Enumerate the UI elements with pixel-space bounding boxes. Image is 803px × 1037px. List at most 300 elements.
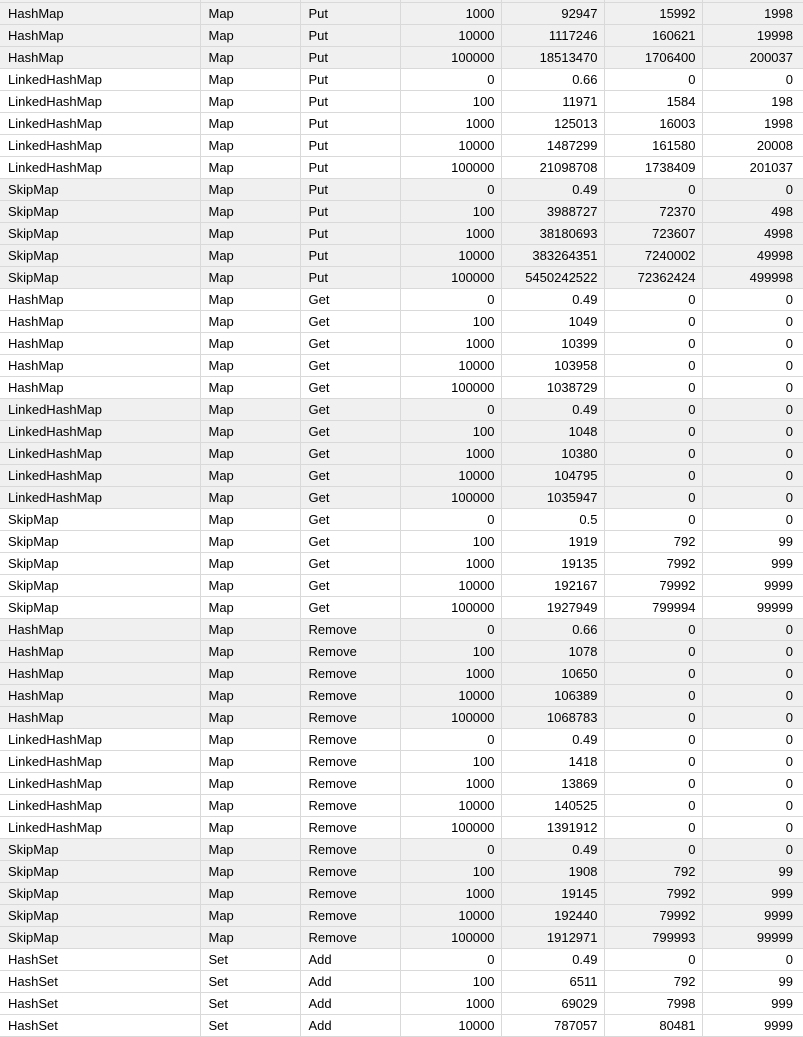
cell-structure[interactable]: LinkedHashMap <box>0 487 200 509</box>
table-row[interactable] <box>0 795 803 817</box>
cell-metric-2[interactable]: 0 <box>604 465 702 487</box>
cell-metric-2[interactable]: 0 <box>604 421 702 443</box>
cell-size[interactable]: 100000 <box>400 487 501 509</box>
cell-operation[interactable]: Put <box>300 157 400 179</box>
cell-category[interactable]: Map <box>200 135 300 157</box>
cell-operation[interactable]: Remove <box>300 817 400 839</box>
cell-metric-2[interactable]: 16003 <box>604 113 702 135</box>
cell-metric-1[interactable]: 19135 <box>501 553 604 575</box>
table-row[interactable] <box>0 421 803 443</box>
cell-operation[interactable]: Remove <box>300 861 400 883</box>
cell-metric-2[interactable]: 0 <box>604 443 702 465</box>
cell-metric-3[interactable]: 0 <box>702 355 803 377</box>
cell-size[interactable]: 10000 <box>400 135 501 157</box>
cell-metric-2[interactable]: 72362424 <box>604 267 702 289</box>
table-row[interactable] <box>0 905 803 927</box>
cell-metric-1[interactable]: 6511 <box>501 971 604 993</box>
cell-metric-3[interactable]: 0 <box>702 487 803 509</box>
cell-category[interactable]: Map <box>200 267 300 289</box>
cell-size[interactable]: 100 <box>400 421 501 443</box>
cell-metric-3[interactable]: 99 <box>702 861 803 883</box>
cell-operation[interactable]: Get <box>300 531 400 553</box>
cell-operation[interactable]: Get <box>300 553 400 575</box>
cell-structure[interactable]: HashMap <box>0 663 200 685</box>
cell-category[interactable]: Map <box>200 421 300 443</box>
cell-metric-2[interactable]: 799993 <box>604 927 702 949</box>
cell-size[interactable]: 10000 <box>400 25 501 47</box>
cell-operation[interactable]: Get <box>300 487 400 509</box>
cell-category[interactable]: Map <box>200 179 300 201</box>
cell-metric-1[interactable]: 0.5 <box>501 509 604 531</box>
cell-size[interactable]: 100000 <box>400 157 501 179</box>
cell-metric-2[interactable]: 79992 <box>604 905 702 927</box>
cell-size[interactable]: 100000 <box>400 597 501 619</box>
cell-metric-1[interactable]: 1908 <box>501 861 604 883</box>
cell-metric-1[interactable]: 0.66 <box>501 619 604 641</box>
table-row[interactable] <box>0 663 803 685</box>
cell-metric-3[interactable]: 0 <box>702 817 803 839</box>
cell-size[interactable]: 1000 <box>400 3 501 25</box>
cell-metric-2[interactable]: 160621 <box>604 25 702 47</box>
cell-category[interactable]: Map <box>200 509 300 531</box>
cell-structure[interactable]: LinkedHashMap <box>0 157 200 179</box>
cell-metric-3[interactable]: 1998 <box>702 3 803 25</box>
table-row[interactable] <box>0 399 803 421</box>
table-row[interactable] <box>0 3 803 25</box>
cell-category[interactable]: Map <box>200 795 300 817</box>
cell-metric-1[interactable]: 104795 <box>501 465 604 487</box>
cell-operation[interactable]: Remove <box>300 839 400 861</box>
table-row[interactable] <box>0 839 803 861</box>
cell-operation[interactable]: Get <box>300 575 400 597</box>
cell-operation[interactable]: Get <box>300 355 400 377</box>
cell-metric-1[interactable]: 5450242522 <box>501 267 604 289</box>
cell-size[interactable]: 10000 <box>400 905 501 927</box>
cell-size[interactable]: 1000 <box>400 773 501 795</box>
table-row[interactable] <box>0 289 803 311</box>
cell-metric-3[interactable]: 99 <box>702 971 803 993</box>
cell-metric-1[interactable]: 1487299 <box>501 135 604 157</box>
table-row[interactable] <box>0 223 803 245</box>
table-row[interactable] <box>0 311 803 333</box>
table-row[interactable] <box>0 487 803 509</box>
cell-metric-3[interactable]: 0 <box>702 179 803 201</box>
table-row[interactable] <box>0 597 803 619</box>
cell-metric-2[interactable]: 1738409 <box>604 157 702 179</box>
cell-size[interactable]: 0 <box>400 179 501 201</box>
cell-metric-1[interactable]: 1117246 <box>501 25 604 47</box>
cell-size[interactable]: 1000 <box>400 223 501 245</box>
cell-size[interactable]: 100000 <box>400 817 501 839</box>
cell-metric-2[interactable]: 0 <box>604 641 702 663</box>
cell-size[interactable]: 1000 <box>400 883 501 905</box>
cell-metric-1[interactable]: 125013 <box>501 113 604 135</box>
cell-metric-2[interactable]: 79992 <box>604 575 702 597</box>
cell-metric-3[interactable]: 0 <box>702 949 803 971</box>
cell-structure[interactable]: SkipMap <box>0 927 200 949</box>
cell-operation[interactable]: Put <box>300 223 400 245</box>
cell-metric-1[interactable]: 0.49 <box>501 179 604 201</box>
cell-metric-1[interactable]: 10650 <box>501 663 604 685</box>
cell-structure[interactable]: SkipMap <box>0 179 200 201</box>
cell-structure[interactable]: SkipMap <box>0 267 200 289</box>
cell-operation[interactable]: Remove <box>300 795 400 817</box>
cell-metric-2[interactable]: 72370 <box>604 201 702 223</box>
cell-operation[interactable]: Remove <box>300 729 400 751</box>
cell-metric-2[interactable]: 792 <box>604 531 702 553</box>
cell-size[interactable]: 0 <box>400 619 501 641</box>
table-row[interactable] <box>0 267 803 289</box>
table-row[interactable] <box>0 157 803 179</box>
table-row[interactable] <box>0 773 803 795</box>
cell-metric-1[interactable]: 1035947 <box>501 487 604 509</box>
cell-category[interactable]: Map <box>200 707 300 729</box>
cell-metric-1[interactable]: 19145 <box>501 883 604 905</box>
cell-category[interactable]: Map <box>200 113 300 135</box>
cell-operation[interactable]: Put <box>300 91 400 113</box>
cell-category[interactable]: Map <box>200 399 300 421</box>
table-row[interactable] <box>0 685 803 707</box>
cell-operation[interactable]: Put <box>300 113 400 135</box>
cell-structure[interactable]: HashMap <box>0 25 200 47</box>
cell-structure[interactable]: SkipMap <box>0 223 200 245</box>
cell-size[interactable]: 10000 <box>400 795 501 817</box>
cell-operation[interactable]: Get <box>300 509 400 531</box>
cell-metric-1[interactable]: 10380 <box>501 443 604 465</box>
cell-metric-1[interactable]: 1912971 <box>501 927 604 949</box>
cell-metric-3[interactable]: 0 <box>702 311 803 333</box>
cell-size[interactable]: 0 <box>400 729 501 751</box>
cell-metric-3[interactable]: 99999 <box>702 927 803 949</box>
cell-structure[interactable]: SkipMap <box>0 201 200 223</box>
cell-operation[interactable]: Put <box>300 69 400 91</box>
cell-size[interactable]: 100 <box>400 971 501 993</box>
cell-category[interactable]: Set <box>200 949 300 971</box>
cell-metric-2[interactable]: 0 <box>604 487 702 509</box>
cell-structure[interactable]: SkipMap <box>0 597 200 619</box>
cell-structure[interactable]: LinkedHashMap <box>0 817 200 839</box>
cell-size[interactable]: 100000 <box>400 377 501 399</box>
cell-structure[interactable]: SkipMap <box>0 883 200 905</box>
cell-metric-3[interactable]: 0 <box>702 663 803 685</box>
table-row[interactable] <box>0 47 803 69</box>
cell-category[interactable]: Map <box>200 927 300 949</box>
cell-size[interactable]: 10000 <box>400 355 501 377</box>
cell-operation[interactable]: Put <box>300 25 400 47</box>
cell-structure[interactable]: SkipMap <box>0 553 200 575</box>
cell-structure[interactable]: LinkedHashMap <box>0 421 200 443</box>
cell-metric-2[interactable]: 792 <box>604 971 702 993</box>
cell-metric-3[interactable]: 19998 <box>702 25 803 47</box>
cell-structure[interactable]: HashMap <box>0 47 200 69</box>
cell-metric-1[interactable]: 103958 <box>501 355 604 377</box>
cell-metric-3[interactable]: 0 <box>702 443 803 465</box>
cell-category[interactable]: Map <box>200 839 300 861</box>
cell-metric-1[interactable]: 1418 <box>501 751 604 773</box>
cell-operation[interactable]: Add <box>300 1015 400 1037</box>
cell-metric-2[interactable]: 0 <box>604 817 702 839</box>
table-row[interactable] <box>0 113 803 135</box>
cell-metric-1[interactable]: 106389 <box>501 685 604 707</box>
cell-category[interactable]: Map <box>200 619 300 641</box>
cell-operation[interactable]: Put <box>300 3 400 25</box>
cell-metric-3[interactable]: 999 <box>702 993 803 1015</box>
cell-metric-3[interactable]: 9999 <box>702 1015 803 1037</box>
cell-structure[interactable]: HashMap <box>0 685 200 707</box>
cell-metric-3[interactable]: 0 <box>702 729 803 751</box>
table-row[interactable] <box>0 443 803 465</box>
cell-size[interactable]: 0 <box>400 949 501 971</box>
cell-size[interactable]: 100 <box>400 861 501 883</box>
cell-category[interactable]: Map <box>200 355 300 377</box>
cell-operation[interactable]: Remove <box>300 641 400 663</box>
cell-metric-3[interactable]: 499998 <box>702 267 803 289</box>
cell-metric-1[interactable]: 10399 <box>501 333 604 355</box>
cell-category[interactable]: Map <box>200 685 300 707</box>
cell-category[interactable]: Map <box>200 729 300 751</box>
cell-size[interactable]: 100 <box>400 641 501 663</box>
cell-metric-3[interactable]: 0 <box>702 333 803 355</box>
cell-operation[interactable]: Put <box>300 179 400 201</box>
cell-structure[interactable]: SkipMap <box>0 509 200 531</box>
cell-category[interactable]: Map <box>200 883 300 905</box>
cell-metric-2[interactable]: 0 <box>604 751 702 773</box>
cell-metric-1[interactable]: 13869 <box>501 773 604 795</box>
cell-category[interactable]: Map <box>200 773 300 795</box>
table-row[interactable] <box>0 707 803 729</box>
cell-metric-2[interactable]: 0 <box>604 355 702 377</box>
cell-metric-1[interactable]: 0.49 <box>501 289 604 311</box>
cell-size[interactable]: 10000 <box>400 465 501 487</box>
cell-category[interactable]: Map <box>200 3 300 25</box>
cell-metric-1[interactable]: 0.66 <box>501 69 604 91</box>
cell-category[interactable]: Set <box>200 971 300 993</box>
cell-category[interactable]: Map <box>200 487 300 509</box>
table-row[interactable] <box>0 993 803 1015</box>
cell-category[interactable]: Map <box>200 575 300 597</box>
table-row[interactable] <box>0 91 803 113</box>
cell-category[interactable]: Map <box>200 333 300 355</box>
cell-size[interactable]: 100 <box>400 751 501 773</box>
cell-metric-1[interactable]: 1068783 <box>501 707 604 729</box>
cell-metric-1[interactable]: 21098708 <box>501 157 604 179</box>
cell-size[interactable]: 0 <box>400 289 501 311</box>
cell-metric-3[interactable]: 20008 <box>702 135 803 157</box>
cell-operation[interactable]: Add <box>300 949 400 971</box>
cell-metric-2[interactable]: 0 <box>604 795 702 817</box>
cell-structure[interactable]: SkipMap <box>0 245 200 267</box>
cell-structure[interactable]: HashMap <box>0 355 200 377</box>
table-row[interactable] <box>0 949 803 971</box>
cell-size[interactable]: 0 <box>400 839 501 861</box>
cell-structure[interactable]: HashMap <box>0 333 200 355</box>
cell-metric-3[interactable]: 0 <box>702 751 803 773</box>
cell-metric-2[interactable]: 0 <box>604 399 702 421</box>
cell-structure[interactable]: HashSet <box>0 949 200 971</box>
cell-structure[interactable]: HashSet <box>0 993 200 1015</box>
cell-metric-2[interactable]: 0 <box>604 311 702 333</box>
cell-metric-3[interactable]: 0 <box>702 289 803 311</box>
cell-category[interactable]: Map <box>200 663 300 685</box>
cell-operation[interactable]: Remove <box>300 905 400 927</box>
cell-metric-2[interactable]: 792 <box>604 861 702 883</box>
cell-metric-2[interactable]: 799994 <box>604 597 702 619</box>
cell-operation[interactable]: Put <box>300 135 400 157</box>
cell-metric-1[interactable]: 1049 <box>501 311 604 333</box>
cell-structure[interactable]: SkipMap <box>0 861 200 883</box>
cell-structure[interactable]: LinkedHashMap <box>0 443 200 465</box>
cell-metric-1[interactable]: 1391912 <box>501 817 604 839</box>
cell-metric-2[interactable]: 0 <box>604 707 702 729</box>
cell-category[interactable]: Map <box>200 91 300 113</box>
table-row[interactable] <box>0 179 803 201</box>
cell-operation[interactable]: Get <box>300 597 400 619</box>
cell-metric-3[interactable]: 9999 <box>702 905 803 927</box>
cell-category[interactable]: Map <box>200 245 300 267</box>
cell-metric-2[interactable]: 0 <box>604 333 702 355</box>
cell-metric-1[interactable]: 140525 <box>501 795 604 817</box>
cell-category[interactable]: Map <box>200 905 300 927</box>
cell-metric-3[interactable]: 0 <box>702 839 803 861</box>
cell-structure[interactable]: HashMap <box>0 311 200 333</box>
cell-metric-3[interactable]: 0 <box>702 773 803 795</box>
cell-size[interactable]: 10000 <box>400 245 501 267</box>
cell-structure[interactable]: LinkedHashMap <box>0 729 200 751</box>
cell-operation[interactable]: Add <box>300 971 400 993</box>
cell-metric-2[interactable]: 0 <box>604 663 702 685</box>
cell-operation[interactable]: Get <box>300 311 400 333</box>
cell-structure[interactable]: LinkedHashMap <box>0 773 200 795</box>
cell-structure[interactable]: LinkedHashMap <box>0 795 200 817</box>
cell-metric-2[interactable]: 0 <box>604 377 702 399</box>
cell-metric-3[interactable]: 49998 <box>702 245 803 267</box>
cell-metric-2[interactable]: 7998 <box>604 993 702 1015</box>
cell-category[interactable]: Map <box>200 289 300 311</box>
cell-metric-3[interactable]: 198 <box>702 91 803 113</box>
cell-structure[interactable]: SkipMap <box>0 905 200 927</box>
cell-metric-3[interactable]: 0 <box>702 377 803 399</box>
cell-category[interactable]: Map <box>200 223 300 245</box>
cell-metric-3[interactable]: 0 <box>702 69 803 91</box>
cell-structure[interactable]: HashMap <box>0 619 200 641</box>
cell-operation[interactable]: Remove <box>300 751 400 773</box>
cell-structure[interactable]: SkipMap <box>0 575 200 597</box>
cell-size[interactable]: 1000 <box>400 553 501 575</box>
table-row[interactable] <box>0 135 803 157</box>
cell-metric-2[interactable]: 7240002 <box>604 245 702 267</box>
cell-size[interactable]: 10000 <box>400 685 501 707</box>
cell-metric-3[interactable]: 0 <box>702 795 803 817</box>
cell-metric-3[interactable]: 200037 <box>702 47 803 69</box>
cell-metric-3[interactable]: 0 <box>702 465 803 487</box>
cell-metric-2[interactable]: 0 <box>604 729 702 751</box>
table-row[interactable] <box>0 531 803 553</box>
cell-size[interactable]: 10000 <box>400 575 501 597</box>
cell-operation[interactable]: Get <box>300 333 400 355</box>
cell-structure[interactable]: SkipMap <box>0 531 200 553</box>
cell-operation[interactable]: Get <box>300 289 400 311</box>
cell-size[interactable]: 100000 <box>400 267 501 289</box>
cell-size[interactable]: 10000 <box>400 1015 501 1037</box>
cell-category[interactable]: Map <box>200 157 300 179</box>
cell-size[interactable]: 100 <box>400 531 501 553</box>
cell-metric-1[interactable]: 192167 <box>501 575 604 597</box>
cell-category[interactable]: Map <box>200 553 300 575</box>
cell-operation[interactable]: Get <box>300 421 400 443</box>
table-row[interactable] <box>0 729 803 751</box>
cell-size[interactable]: 100000 <box>400 927 501 949</box>
cell-structure[interactable]: LinkedHashMap <box>0 135 200 157</box>
cell-metric-2[interactable]: 15992 <box>604 3 702 25</box>
cell-operation[interactable]: Remove <box>300 773 400 795</box>
cell-metric-2[interactable]: 0 <box>604 619 702 641</box>
cell-metric-3[interactable]: 0 <box>702 399 803 421</box>
cell-size[interactable]: 100000 <box>400 47 501 69</box>
table-row[interactable] <box>0 619 803 641</box>
cell-category[interactable]: Map <box>200 751 300 773</box>
table-row[interactable] <box>0 509 803 531</box>
cell-metric-1[interactable]: 69029 <box>501 993 604 1015</box>
cell-structure[interactable]: LinkedHashMap <box>0 69 200 91</box>
cell-metric-1[interactable]: 787057 <box>501 1015 604 1037</box>
cell-metric-3[interactable]: 0 <box>702 685 803 707</box>
cell-structure[interactable]: HashMap <box>0 289 200 311</box>
table-row[interactable] <box>0 201 803 223</box>
table-row[interactable] <box>0 69 803 91</box>
cell-category[interactable]: Map <box>200 641 300 663</box>
cell-metric-1[interactable]: 1048 <box>501 421 604 443</box>
table-row[interactable] <box>0 817 803 839</box>
table-row[interactable] <box>0 333 803 355</box>
table-row[interactable] <box>0 971 803 993</box>
cell-metric-1[interactable]: 0.49 <box>501 949 604 971</box>
table-row[interactable] <box>0 377 803 399</box>
cell-metric-3[interactable]: 201037 <box>702 157 803 179</box>
cell-metric-3[interactable]: 0 <box>702 707 803 729</box>
cell-operation[interactable]: Remove <box>300 663 400 685</box>
table-row[interactable] <box>0 355 803 377</box>
cell-operation[interactable]: Add <box>300 993 400 1015</box>
cell-category[interactable]: Set <box>200 993 300 1015</box>
cell-metric-3[interactable]: 0 <box>702 619 803 641</box>
cell-size[interactable]: 100 <box>400 201 501 223</box>
cell-metric-3[interactable]: 0 <box>702 641 803 663</box>
cell-operation[interactable]: Put <box>300 245 400 267</box>
cell-structure[interactable]: LinkedHashMap <box>0 113 200 135</box>
cell-metric-3[interactable]: 9999 <box>702 575 803 597</box>
cell-operation[interactable]: Put <box>300 47 400 69</box>
cell-metric-2[interactable]: 1706400 <box>604 47 702 69</box>
cell-metric-3[interactable]: 498 <box>702 201 803 223</box>
cell-metric-1[interactable]: 0.49 <box>501 729 604 751</box>
cell-metric-1[interactable]: 18513470 <box>501 47 604 69</box>
cell-metric-1[interactable]: 11971 <box>501 91 604 113</box>
cell-metric-1[interactable]: 383264351 <box>501 245 604 267</box>
cell-category[interactable]: Map <box>200 597 300 619</box>
cell-size[interactable]: 100000 <box>400 707 501 729</box>
cell-metric-3[interactable]: 99999 <box>702 597 803 619</box>
cell-structure[interactable]: HashMap <box>0 377 200 399</box>
cell-structure[interactable]: LinkedHashMap <box>0 751 200 773</box>
cell-metric-1[interactable]: 1919 <box>501 531 604 553</box>
cell-operation[interactable]: Remove <box>300 619 400 641</box>
cell-metric-2[interactable]: 0 <box>604 69 702 91</box>
cell-metric-1[interactable]: 1927949 <box>501 597 604 619</box>
cell-operation[interactable]: Put <box>300 267 400 289</box>
cell-category[interactable]: Map <box>200 377 300 399</box>
cell-category[interactable]: Map <box>200 311 300 333</box>
cell-category[interactable]: Map <box>200 25 300 47</box>
